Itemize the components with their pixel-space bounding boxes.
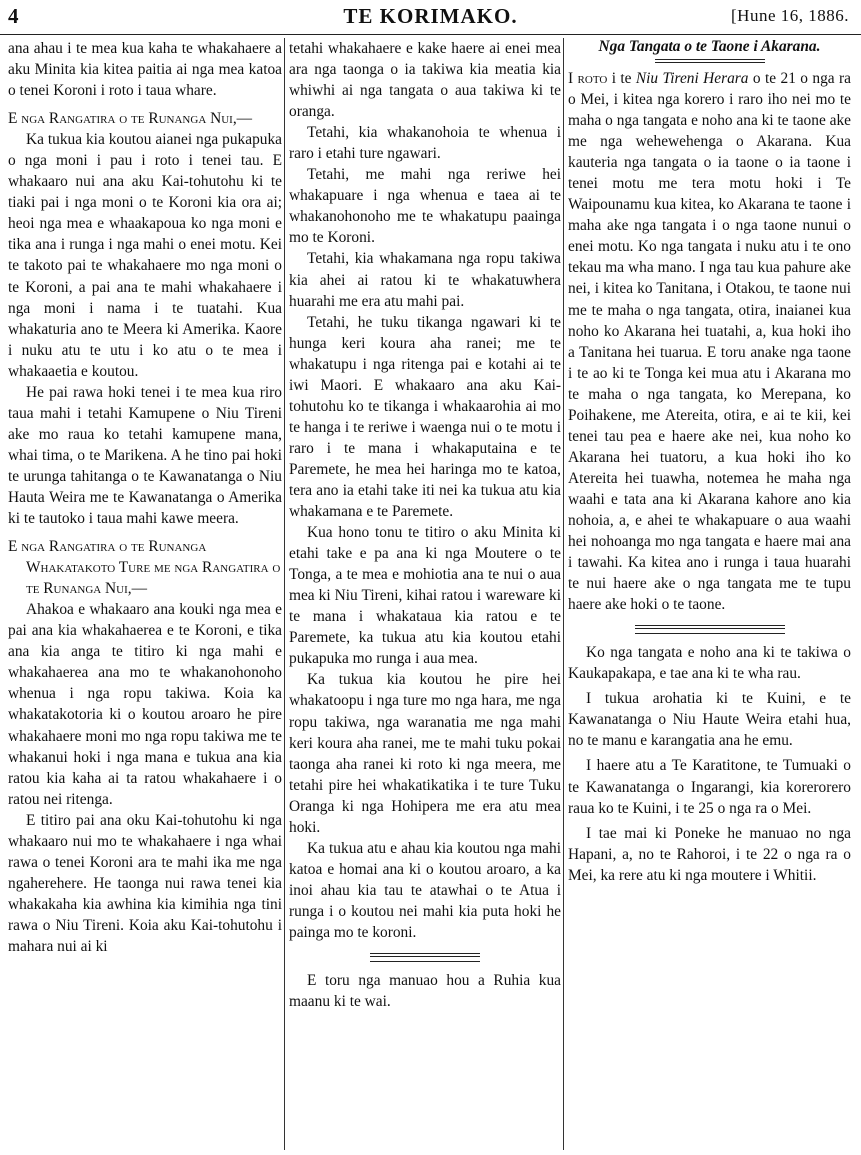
- section-heading: E nga Rangatira o te Runanga Whakatakoto Ture me nga Rangatira o te Runanga Nui,—: [8, 538, 281, 598]
- column-divider: [284, 38, 285, 1150]
- paragraph: ana ahau i te mea kua kaha te whakahaere a aku Minita kia kitea paitia ai nga mea katoa o tenei Koroni i roto i taua whare.: [8, 40, 282, 100]
- paragraph: I roto i te Niu Tireni Herara o te 21 o nga ra o Mei, i kitea nga korero i raro iho nei mo te maha o nga tangata e noho ana ki te taone ake me nga wehewehenga o Akarana. Kua kauteria nga tangata o ia taone o ia taone i tenei motu me tera motu hoki i Te Waipounamu kua kitea, ko Akarana te taone i maha ake nga tangata i o nga taone nunui o enei motu. Ko nga tangata i nuku atu i te ono tekau ma wha mano. I nga tau kua pahure ake nei, i kitea ko Tanitana, i Otakou, te taone nui me te maha o nga tangata, otira, inaianei kua noho ko Akarana hei tuatahi, a, kua hoki iho a Tanitana hei tuarua. E toru anake nga taone i te ao ki te Tonga kei mua atu i Akarana mo te maha o nga tangata, ko Merepana, ko Poihakene, me Atereita, otira, e ai te kii, kei tenei tau pea e haere ake nei, kua noho ko Akarana hei tuatoru, a kua hoki iho ko Atereita hei tuawha, notemea he maha nga waahi e tata ana ki Akarana kahore ano kia nohoia, a, e ahei te whakapuare o aua waahi hei nohoanga mo nga tangata e haere mai ana i tawahi. Ka kitea ano i runga i taua huarahi te nui haere ake o nga tangata me te tupu haere ake hoki o te taone.: [568, 70, 851, 614]
- paragraph: Tetahi, kia whakamana nga ropu takiwa kia ahei ai ratou ki te whakatuwhera huarahi me era atu mahi pai.: [289, 250, 561, 310]
- column-2: [289, 38, 561, 1150]
- section-heading: E nga Rangatira o te Runanga Nui,—: [8, 110, 253, 128]
- heading-rule: [655, 59, 765, 60]
- page-number: 4: [8, 4, 19, 28]
- column-1: [8, 38, 282, 1150]
- paragraph: Ko nga tangata e noho ana ki te takiwa o Kaukapakapa, e tae ana ki te wha rau.: [568, 644, 851, 683]
- separator-rule: [635, 625, 785, 634]
- masthead: TE KORIMAKO.: [343, 4, 518, 28]
- paragraph: Ka tukua kia koutou he pire hei whakatoopu i nga ture mo nga hara, me nga ropu takiwa, nga waranatia me nga mahi keri koura aha ranei, me te mahi tuku pokai taonga aha ranei ki roto ki nga meera, me tetahi pire hei whakatikatika i te ture Tuku Oranga ki nga Hohipera me era atu mea hoki.: [289, 671, 561, 836]
- newspaper-name: Niu Tireni Herara: [635, 70, 749, 87]
- paragraph: E toru nga manuao hou a Ruhia kua maanu ki te wai.: [289, 972, 561, 1011]
- issue-date: [Hune 16, 1886.: [731, 6, 849, 25]
- drop-word: I roto: [568, 70, 608, 87]
- paragraph: tetahi whakahaere e kake haere ai enei mea ara nga taonga o ia takiwa kia meatia kia whiwhi ai nga tangata o aua takiwa ki te oranga.: [289, 40, 561, 121]
- paragraph: E titiro pai ana oku Kai-tohutohu ki nga whakaaro nui mo te whakahaere i nga whai rawa o tenei Koroni ara te mahi ika me nga ngaherehere. He taonga nui rawa tenei kia whakakaha kia awhina kia kimihia nga tini rawa o Niu Tireni. Koia aku Kai-tohutohu i mahara nui ai ki: [8, 811, 282, 955]
- paragraph: Tetahi, me mahi nga reriwe hei whakapuare i nga whenua e taea ai te whakanohonoho me te whakatupu paainga mo te Koroni.: [289, 166, 561, 247]
- paragraph: He pai rawa hoki tenei i te mea kua riro taua mahi i tetahi Kamupene o Niu Tireni ake mo raua ko tetahi kamupene mana, whai tima, o te Marikena. A he tino pai hoki te urunga tahitanga o te Kawanatanga o Niu Hauta Weira me te Kawanatanga o Amerika ki te tautoko i taua mahi kawe meera.: [8, 383, 282, 528]
- paragraph: Tetahi, he tuku tikanga ngawari ki te hunga keri koura aha ranei; me te whakatupu i nga ritenga pai e kotahi ai te iwi Maori. E whakaaro ana aku Kai-tohutohu ko te tikanga i whakaarohia ai mo te hanga i te reriwe i waenga nui o te motu i raro i te mana i whakaputaina e te Paremete, he mea hei haringa mo te katoa, tera ano ia etahi take iti nei ka tukua atu kia whakamana e te Paremete.: [289, 313, 561, 521]
- page-header: [0, 0, 861, 35]
- column-3: [568, 38, 851, 1150]
- paragraph: Ahakoa e whakaaro ana kouki nga mea e pai ana kia whakahaerea e te Koroni, e tika ana kia anga te titiro ki nga mahi e whakahaerea ana mo te whakanohonoho whenua i nga ropu takiwa. Koia ka whakatakotoria ki o koutou aroaro he pire whakahaere moni mo nga ropu takiwa me te whakanui hoki i nga mana e tukua ana kia ratou kia kaha ai ta ratou whakahaere i o ratou nei ritenga.: [8, 601, 282, 808]
- paragraph: I haere atu a Te Karatitone, te Tumuaki o te Kawanatanga o Ingarangi, kia korerorero raua ko te Kuini, i te 25 o nga ra o Mei.: [568, 757, 851, 817]
- paragraph: Kua hono tonu te titiro o aku Minita ki etahi take e pa ana ki nga Moutere o te Tonga, a te mea e mohiotia ana te nui o aua mea ki Niu Tireni, kihai ratou i wareware ki te mana i whakataua kia ratou e te Paremete, ka tukua atu kia koutou etahi pukapuka mo runga i aua mea.: [289, 524, 561, 668]
- paragraph: Ka tukua kia koutou aianei nga pukapuka o nga moni i pau i roto i tenei tau. E whakaaro nui ana aku Kai-tohutohu ki te tiaki pai i nga moni o te Koroni kia ora ai; heoi nga mea e whaakapoua ko nga moni e tika ana i runga i nga mahi o enei motu. Kei te takoto pai te whakahaere mo nga moni o te Koroni, a pai ana te mahi whakahaere i nga moni i nama i te tuatahi. Kua whakaturia ano te Meera ki Amerika. Kaore i nuku atu te utu i ko atu o te mea i whakaaetia e koutou.: [8, 131, 282, 380]
- separator-rule: [370, 953, 480, 962]
- article-heading: Nga Tangata o te Taone i Akarana.: [598, 38, 821, 55]
- paragraph: I tukua arohatia ki te Kuini, e te Kawanatanga o Niu Haute Weira etahi hua, no te manu e karangatia ana he emu.: [568, 690, 851, 750]
- paragraph: Tetahi, kia whakanohoia te whenua i raro i etahi ture ngawari.: [289, 124, 561, 163]
- column-divider: [563, 38, 564, 1150]
- paragraph: Ka tukua atu e ahau kia koutou nga mahi katoa e homai ana ki o koutou aroaro, a ka inoi ahau kia tau te atawhai o te Atua i runga i o koutou nei mahi kia puta hoki he painga mo te koroni.: [289, 839, 561, 941]
- paragraph: I tae mai ki Poneke he manuao no nga Hapani, a, no te Rahoroi, i te 22 o nga ra o Mei, ka rere atu ki nga moutere i Whitii.: [568, 824, 851, 884]
